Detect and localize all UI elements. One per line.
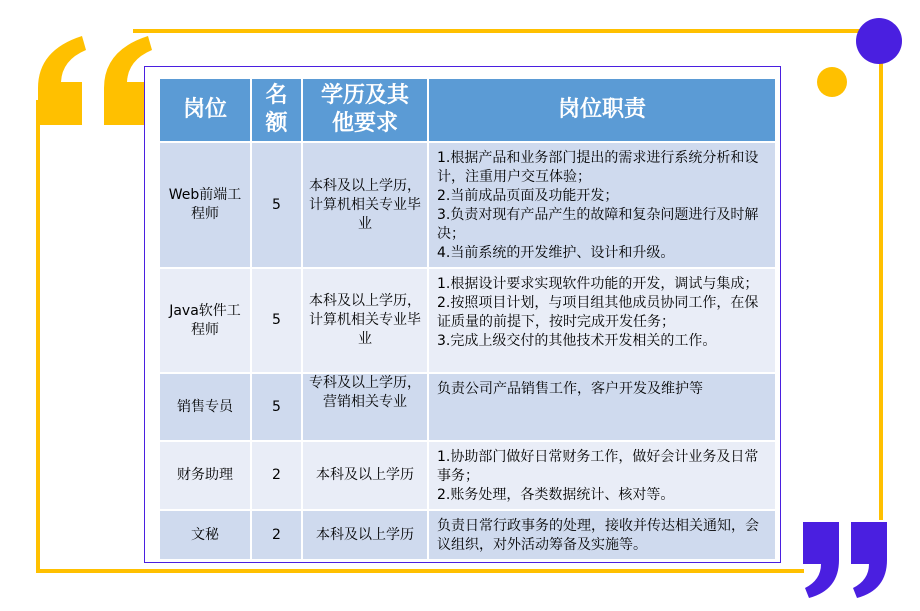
duty-line: 3.完成上级交付的其他技术开发相关的工作。: [437, 333, 717, 349]
cell-education: 专科及以上学历，营销相关专业: [303, 374, 427, 440]
duty-line: 2.当前成品页面及功能开发；: [437, 188, 619, 204]
header-position: 岗位: [160, 79, 250, 141]
purple-circle-decoration: [856, 18, 902, 64]
cell-count: 5: [252, 269, 301, 372]
cell-education: 本科及以上学历，计算机相关专业毕业: [303, 269, 427, 372]
cell-education: 本科及以上学历: [303, 442, 427, 509]
cell-position: Java软件工程师: [160, 269, 250, 372]
frame-right-border: [879, 60, 883, 520]
open-quote-icon: [30, 30, 160, 130]
duty-line: 2.账务处理，各类数据统计、核对等。: [437, 487, 675, 503]
duty-line: 负责日常行政事务的处理，接收并传达相关通知，会议组织，对外活动筹备及实施等。: [437, 518, 759, 553]
cell-education: 本科及以上学历，计算机相关专业毕业: [303, 143, 427, 267]
header-duties: 岗位职责: [429, 79, 775, 141]
frame-bottom-border: [36, 569, 804, 573]
frame-top-border: [133, 29, 866, 33]
cell-duties: [429, 442, 775, 509]
cell-position: Web前端工程师: [160, 143, 250, 267]
cell-duties: [429, 511, 775, 559]
cell-position: 销售专员: [160, 374, 250, 440]
cell-count: 5: [252, 374, 301, 440]
job-table: [158, 77, 777, 561]
duty-line: 1.协助部门做好日常财务工作，做好会计业务及日常事务；: [437, 449, 759, 484]
cell-position: 财务助理: [160, 442, 250, 509]
duty-line: 1.根据产品和业务部门提出的需求进行系统分析和设计，注重用户交互体验；: [437, 150, 759, 185]
duty-line: 2.按照项目计划，与项目组其他成员协同工作，在保证质量的前提下，按时完成开发任务；: [437, 295, 759, 330]
cell-count: 2: [252, 511, 301, 559]
duty-line: 4.当前系统的开发维护、设计和升级。: [437, 245, 675, 261]
table-row: [160, 143, 775, 267]
cell-position: 文秘: [160, 511, 250, 559]
cell-count: 5: [252, 143, 301, 267]
header-education: 学历及其他要求: [303, 79, 427, 141]
duty-line: 1.根据设计要求实现软件功能的开发，调试与集成；: [437, 276, 759, 292]
cell-duties: [429, 374, 775, 440]
cell-duties: [429, 143, 775, 267]
cell-duties: [429, 269, 775, 372]
table-row: [160, 374, 775, 440]
table-row: [160, 269, 775, 372]
job-table-container: [144, 66, 781, 563]
cell-count: 2: [252, 442, 301, 509]
table-row: [160, 442, 775, 509]
close-quote-icon: [795, 520, 895, 600]
duty-line: 3.负责对现有产品产生的故障和复杂问题进行及时解决；: [437, 207, 759, 242]
duty-line: 负责公司产品销售工作，客户开发及维护等: [437, 381, 703, 397]
frame-left-border: [36, 100, 40, 573]
cell-education: 本科及以上学历: [303, 511, 427, 559]
table-header-row: [160, 79, 775, 141]
table-row: [160, 511, 775, 559]
header-count: 名额: [252, 79, 301, 141]
yellow-circle-decoration: [817, 67, 847, 97]
